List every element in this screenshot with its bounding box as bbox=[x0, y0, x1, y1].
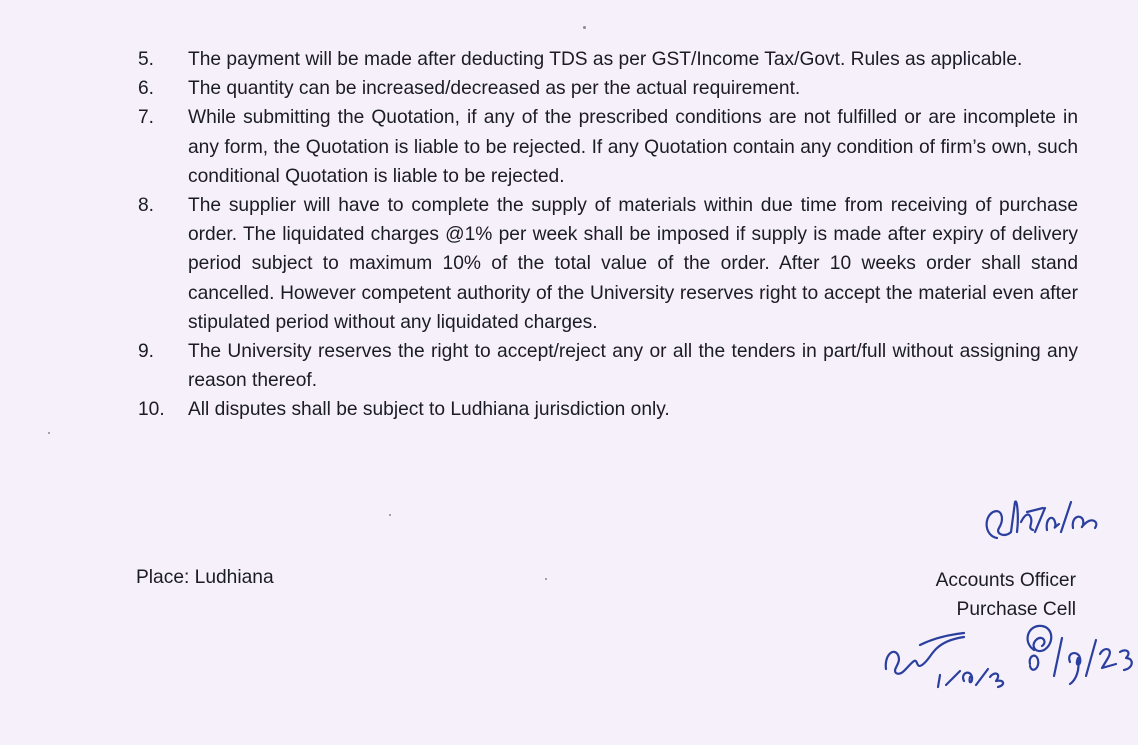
clause-9 bbox=[138, 337, 1078, 395]
clause-text: The quantity can be increased/decreased as per the actual requirement. bbox=[188, 78, 801, 100]
clause-number: 10. bbox=[138, 399, 165, 421]
clause-5 bbox=[138, 45, 1078, 74]
clause-text: The University reserves the right to accept/reject any or all the tenders in part/full without assigning any reason thereof. bbox=[188, 341, 1078, 392]
clause-6 bbox=[138, 74, 1078, 103]
clause-10 bbox=[138, 395, 1078, 424]
scan-speck bbox=[48, 432, 50, 434]
clause-number: 7. bbox=[138, 107, 155, 129]
place-label: Place: Ludhiana bbox=[136, 567, 274, 588]
handwritten-initials-right bbox=[1020, 618, 1138, 692]
handwritten-signature-top bbox=[975, 488, 1115, 560]
clause-number: 6. bbox=[138, 78, 155, 100]
clause-number: 5. bbox=[138, 49, 155, 70]
clause-text: The payment will be made after deducting TDS as per GST/Income Tax/Govt. Rules as applicable. bbox=[188, 49, 1023, 70]
signatory-department: Purchase Cell bbox=[956, 599, 1076, 620]
clause-text: While submitting the Quotation, if any of the prescribed conditions are not fulfilled or are incomplete in any form, the Quotation is liable to be rejected. If any Quotation contain any condition of firm’s own, such conditional Quotation is liable to be rejected. bbox=[188, 107, 1078, 187]
handwritten-initials-left bbox=[880, 625, 1030, 695]
clause-8 bbox=[138, 191, 1078, 337]
scan-speck bbox=[545, 578, 547, 580]
scan-speck bbox=[583, 26, 586, 29]
clause-7 bbox=[138, 103, 1078, 191]
signatory-designation: Accounts Officer bbox=[935, 570, 1076, 591]
terms-list bbox=[138, 45, 1078, 425]
clause-number: 8. bbox=[138, 195, 155, 217]
signatory-block bbox=[936, 566, 1076, 624]
clause-number: 9. bbox=[138, 341, 155, 363]
scan-speck bbox=[389, 514, 391, 516]
clause-text: The supplier will have to complete the supply of materials within due time from receiving of purchase order. The liquidated charges @1% per week shall be imposed if supply is made after expiry of delivery period subject to maximum 10% of the total value of the order. After 10 weeks order shall stand cancelled. However competent authority of the University reserves right to accept the material even after stipulated period without any liquidated charges. bbox=[188, 195, 1078, 333]
clause-text: All disputes shall be subject to Ludhiana jurisdiction only. bbox=[188, 399, 670, 421]
